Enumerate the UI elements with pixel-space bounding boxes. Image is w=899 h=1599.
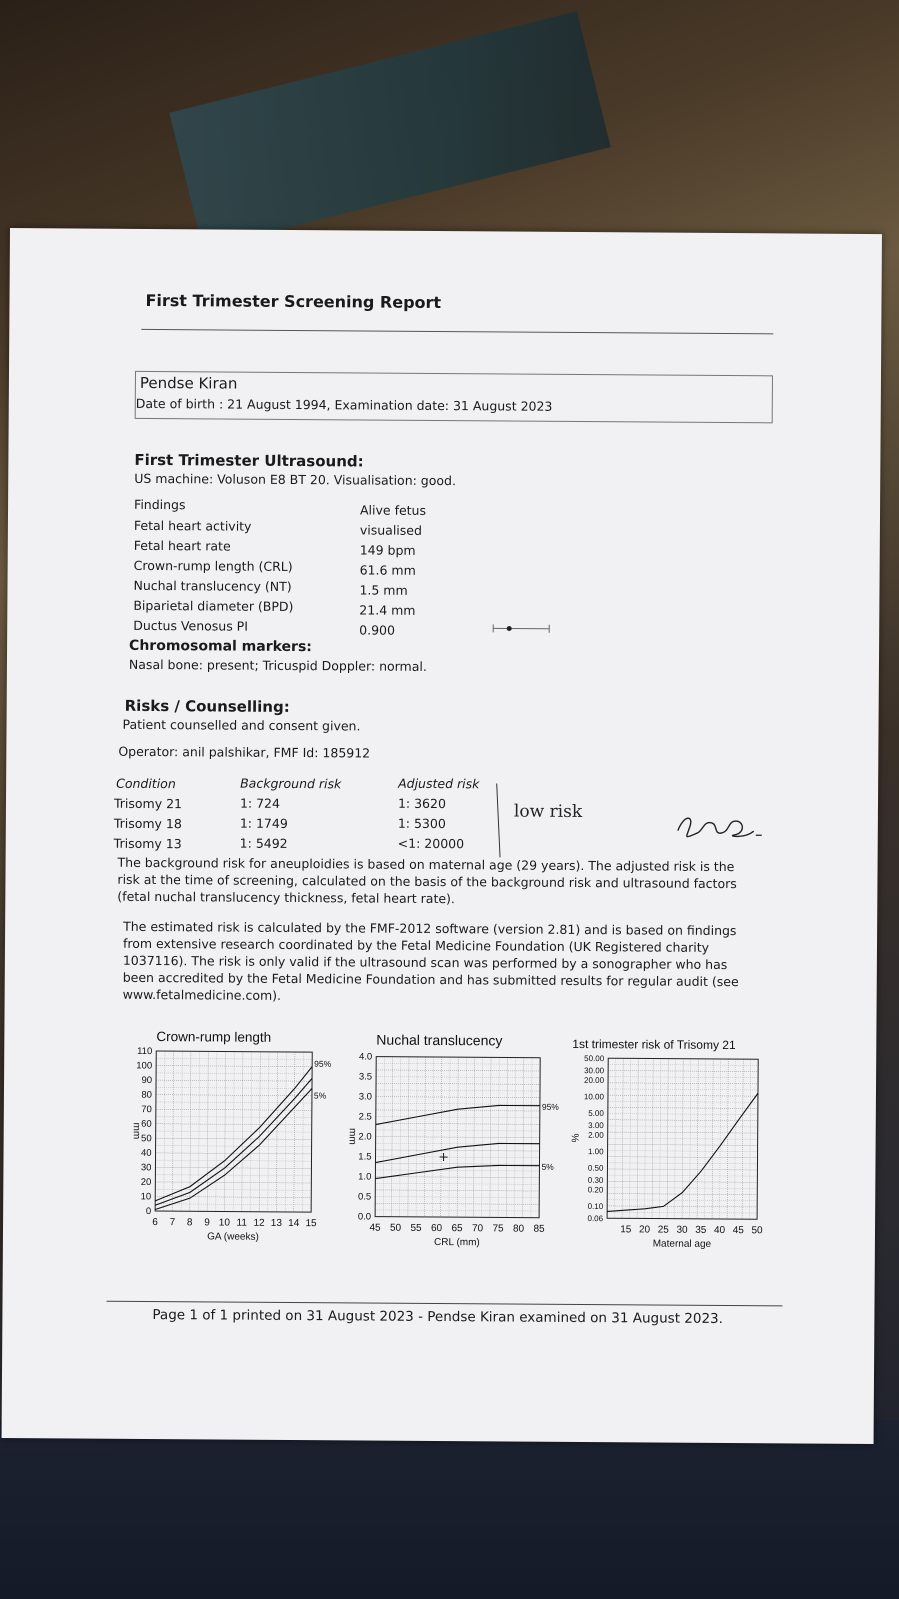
y-tick-label: 0.50	[587, 1163, 604, 1173]
footer-rule	[107, 1301, 783, 1307]
para2-line: www.fetalmedicine.com).	[122, 986, 282, 1003]
row-adjusted: 1: 5300	[397, 815, 446, 832]
y-tick-label: 1.0	[358, 1171, 372, 1183]
x-tick-label: 70	[471, 1223, 484, 1235]
signature-icon	[674, 809, 764, 844]
x-tick-label: 20	[638, 1224, 651, 1236]
y-tick-label: 0.30	[587, 1175, 604, 1185]
y-tick-label: 0.5	[357, 1191, 372, 1203]
series-label: 95%	[314, 1058, 332, 1069]
row-background: 1: 5492	[239, 835, 288, 851]
finding-value: 0.900	[359, 622, 396, 638]
y-tick-label: 40	[140, 1147, 152, 1159]
y-tick-label: 50.00	[584, 1054, 605, 1064]
handwritten-bracket	[496, 783, 500, 857]
x-tick-label: 15	[620, 1224, 632, 1236]
para1-line: risk at the time of screening, calculated on the basis of the background risk and ultrasound factors	[117, 871, 737, 892]
y-axis-label: %	[568, 1133, 580, 1143]
finding-value: 149 bpm	[359, 542, 416, 558]
grid-line	[441, 1057, 442, 1217]
x-tick-label: 50	[389, 1222, 402, 1234]
x-tick-label: 14	[288, 1217, 300, 1230]
y-tick-label: 4.0	[358, 1051, 373, 1063]
para1-line: The background risk for aneuploidies is based on maternal age (29 years). The adjusted risk is the	[117, 854, 735, 875]
y-tick-label: 3.00	[588, 1120, 604, 1131]
x-tick-label: 25	[657, 1224, 669, 1236]
x-tick-label: 15	[305, 1218, 317, 1230]
report-page	[2, 228, 882, 1444]
x-axis-label: GA (weeks)	[207, 1231, 259, 1243]
x-tick-label: 6	[152, 1217, 158, 1229]
ultrasound-heading: First Trimester Ultrasound:	[134, 450, 364, 471]
y-tick-label: 0.0	[357, 1211, 372, 1223]
finding-label: Biparietal diameter (BPD)	[133, 597, 294, 614]
grid-line	[523, 1058, 524, 1218]
y-tick-label: 100	[136, 1060, 153, 1072]
finding-label: Nuchal translucency (NT)	[133, 577, 292, 594]
y-tick-label: 50	[141, 1133, 152, 1145]
x-tick-label: 8	[186, 1217, 193, 1229]
finding-label: Crown-rump length (CRL)	[133, 557, 293, 574]
x-tick-label: 35	[695, 1224, 707, 1236]
y-tick-label: 3.0	[358, 1091, 372, 1103]
x-tick-label: 80	[512, 1223, 525, 1235]
nt-chart	[321, 1030, 561, 1262]
y-tick-label: 0.06	[587, 1214, 604, 1224]
patient-box	[135, 371, 773, 423]
y-tick-label: 10	[140, 1191, 152, 1203]
y-tick-label: 30	[140, 1162, 152, 1174]
finding-value: Alive fetus	[359, 502, 427, 518]
patient-dob-line: Date of birth : 21 August 1994, Examination date: 31 August 2023	[135, 395, 553, 414]
x-tick-label: 12	[253, 1217, 265, 1229]
y-tick-label: 0.10	[587, 1201, 604, 1212]
y-tick-label: 5.00	[588, 1108, 604, 1118]
x-tick-label: 45	[369, 1222, 381, 1234]
x-tick-label: 11	[236, 1217, 247, 1229]
patient-marker	[440, 1153, 448, 1161]
operator-text: Operator: anil palshikar, FMF Id: 185912	[118, 743, 371, 761]
x-tick-label: 75	[492, 1223, 504, 1235]
y-tick-label: 110	[137, 1045, 153, 1058]
x-axis-label: CRL (mm)	[434, 1236, 480, 1249]
para2-line: 1037116). The risk is only valid if the ultrasound scan was performed by a sonographer who has	[122, 952, 728, 973]
x-tick-label: 55	[410, 1222, 422, 1234]
patient-name: Pendse Kiran	[139, 373, 238, 393]
row-condition: Trisomy 18	[113, 815, 182, 832]
finding-value: 61.6 mm	[359, 562, 416, 578]
finding-value: 1.5 mm	[359, 582, 408, 598]
y-axis-label: mm	[346, 1128, 358, 1145]
row-condition: Trisomy 21	[113, 795, 183, 812]
x-tick-label: 85	[533, 1223, 545, 1235]
risks-heading: Risks / Counselling:	[124, 696, 290, 716]
finding-label: Ductus Venosus PI	[133, 617, 248, 634]
grid-line	[735, 1059, 736, 1219]
series-label: 95%	[541, 1101, 559, 1112]
finding-value: visualised	[359, 522, 423, 538]
series-label: 5%	[313, 1090, 327, 1101]
x-axis-label: Maternal age	[652, 1238, 712, 1250]
x-tick-label: 10	[218, 1217, 230, 1229]
y-tick-label: 10.00	[583, 1092, 604, 1102]
footer-text: Page 1 of 1 printed on 31 August 2023 - Pendse Kiran examined on 31 August 2023.	[152, 1307, 724, 1328]
y-tick-label: 2.5	[358, 1111, 372, 1123]
title-rule	[141, 329, 773, 334]
ultrasound-machine: US machine: Voluson E8 BT 20. Visualisation: good.	[134, 470, 457, 489]
handwritten-note: low risk	[513, 801, 583, 823]
y-axis-label: mm	[130, 1122, 142, 1140]
chart-title: 1st trimester risk of Trisomy 21	[572, 1036, 736, 1053]
markers-text: Nasal bone: present; Tricuspid Doppler: normal.	[128, 656, 427, 674]
y-tick-label: 3.5	[358, 1071, 373, 1083]
x-tick-label: 30	[676, 1224, 688, 1236]
grid-line	[433, 1057, 434, 1217]
dv-pi-indicator	[491, 623, 553, 633]
finding-label: Fetal heart activity	[133, 517, 252, 534]
x-tick-label: 65	[451, 1223, 463, 1235]
markers-heading: Chromosomal markers:	[129, 637, 312, 656]
row-adjusted: <1: 20000	[397, 835, 465, 852]
y-tick-label: 1.00	[587, 1147, 604, 1157]
y-tick-label: 2.0	[358, 1131, 372, 1143]
grid-line	[705, 1059, 706, 1219]
report-title: First Trimester Screening Report	[145, 290, 442, 313]
y-tick-label: 0.20	[587, 1185, 604, 1195]
series-label: 5%	[541, 1161, 554, 1172]
finding-label: Findings	[134, 496, 186, 513]
x-tick-label: 60	[430, 1222, 443, 1235]
x-tick-label: 50	[751, 1225, 763, 1237]
y-tick-label: 30.00	[584, 1066, 605, 1076]
y-tick-label: 2.00	[588, 1130, 604, 1140]
x-tick-label: 7	[169, 1217, 176, 1229]
para2-line: The estimated risk is calculated by the FMF-2012 software (version 2.81) and is based on findings	[123, 918, 737, 939]
y-tick-label: 20	[140, 1176, 152, 1188]
trisomy21-risk-chart	[551, 1034, 775, 1266]
chart-title: Nuchal translucency	[376, 1031, 503, 1049]
background-cloth	[0, 1420, 899, 1599]
y-tick-label: 0	[145, 1205, 152, 1218]
grid-line	[615, 1058, 616, 1218]
grid-line	[156, 1116, 312, 1117]
chart-title: Crown-rump length	[156, 1029, 272, 1045]
row-background: 1: 724	[239, 795, 281, 811]
crl-chart	[103, 1027, 332, 1259]
grid-line	[515, 1058, 516, 1218]
para2-line: been accredited by the Fetal Medicine Foundation and has submitted results for regular audit (see	[122, 969, 739, 990]
finding-label: Fetal heart rate	[133, 537, 231, 554]
col-condition: Condition	[116, 775, 176, 792]
para2-line: from extensive research coordinated by the Fetal Medicine Foundation (UK Registered charity	[122, 935, 710, 955]
x-tick-label: 9	[204, 1217, 210, 1229]
finding-value: 21.4 mm	[359, 602, 416, 618]
counselled-text: Patient counselled and consent given.	[122, 716, 361, 734]
y-tick-label: 70	[141, 1104, 152, 1116]
y-tick-label: 90	[141, 1075, 153, 1087]
para1-line: (fetal nuchal translucency thickness, fetal heart rate).	[117, 888, 455, 907]
background-tape	[169, 11, 610, 248]
row-condition: Trisomy 13	[113, 835, 182, 852]
x-tick-label: 40	[713, 1224, 726, 1237]
col-background: Background risk	[240, 775, 342, 792]
grid-line	[675, 1059, 676, 1219]
grid-line	[645, 1058, 646, 1218]
row-background: 1: 1749	[239, 815, 288, 831]
y-tick-label: 80	[141, 1089, 152, 1101]
y-tick-label: 60	[141, 1118, 152, 1130]
row-adjusted: 1: 3620	[397, 795, 446, 812]
x-tick-label: 13	[270, 1217, 282, 1229]
col-adjusted: Adjusted risk	[398, 775, 480, 792]
y-tick-label: 20.00	[584, 1075, 605, 1085]
x-tick-label: 45	[732, 1225, 744, 1237]
y-tick-label: 1.5	[358, 1151, 372, 1163]
